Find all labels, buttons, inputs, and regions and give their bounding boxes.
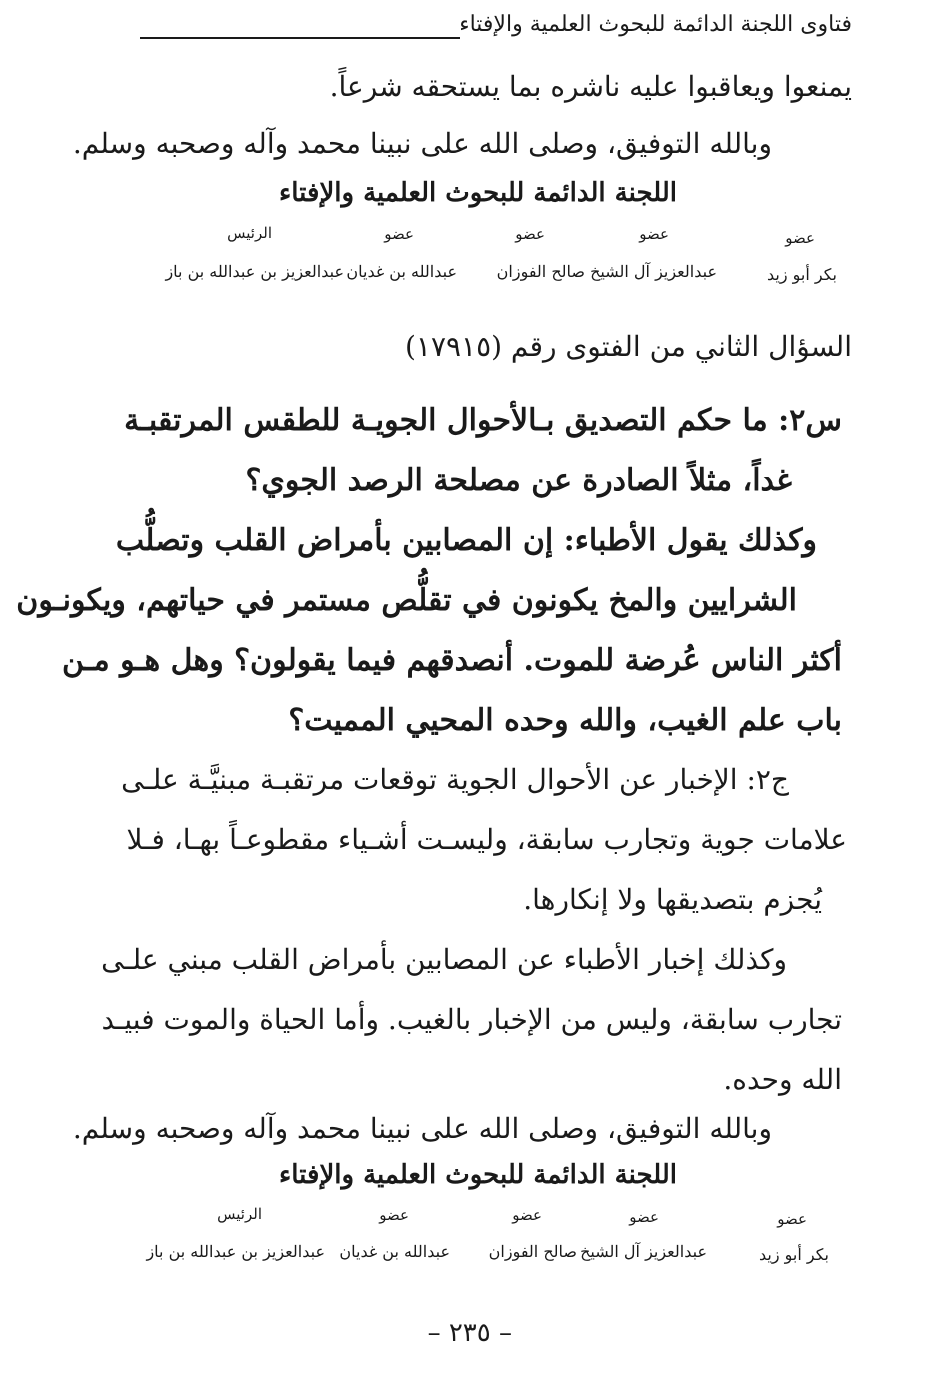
answer-line: الله وحده. [723,1063,842,1096]
signatory-title: عضو [629,1208,659,1226]
signatory-name: عبدالعزيز بن عبدالله بن باز [146,1242,325,1261]
signatory-title: عضو [512,1206,542,1224]
question-line: غداً، مثلاً الصادرة عن مصلحة الرصد الجوي؟ [245,463,792,498]
signatory-title: عضو [785,229,815,247]
answer-line: ج٢: الإخبار عن الأحوال الجوية توقعات مرتقبـة مبنيَّـة علـى [121,763,789,796]
signatory-name: عبدالعزيز بن عبدالله بن باز [165,262,344,281]
header-rule [140,37,460,39]
signatory-title: الرئيس [217,1205,262,1223]
committee-name: اللجنة الدائمة للبحوث العلمية والإفتاء [279,1160,677,1190]
signatory-name: عبدالله بن غديان [346,262,457,281]
signatory-title: الرئيس [227,224,272,242]
signatory-title: عضو [639,225,669,243]
answer-line: يُجزم بتصديقها ولا إنكارها. [523,883,822,916]
question-line: س٢: ما حكم التصديق بـالأحوال الجويـة للطقس المرتقبـة [124,403,842,438]
question-line: باب علم الغيب، والله وحده المحيي المميت؟ [288,703,842,738]
fatwa-heading: السؤال الثاني من الفتوى رقم (١٧٩١٥) [404,330,852,363]
question-line: الشرايين والمخ يكونون في تقلُّص مستمر في حياتهم، ويكونـون [16,583,797,618]
signatory-name: عبدالله بن غديان [339,1242,450,1261]
page-number: – ٢٣٥ – [427,1318,512,1348]
signatory-title: عضو [777,1210,807,1228]
signatory-name: بكر أبو زيد [766,265,837,284]
answer-line: وكذلك إخبار الأطباء عن المصابين بأمراض القلب مبني علـى [101,943,787,976]
answer-line: علامات جوية وتجارب سابقة، وليسـت أشـياء مقطوعـاً بهـا، فـلا [126,823,847,856]
signatory-title: عضو [379,1206,409,1224]
question-line: وكذلك يقول الأطباء: إن المصابين بأمراض القلب وتصلُّب [115,523,817,558]
body-line: يمنعوا ويعاقبوا عليه ناشره بما يستحقه شرعاً. [329,70,852,103]
running-header: فتاوى اللجنة الدائمة للبحوث العلمية والإفتاء [459,12,852,37]
signatory-name: صالح الفوزان [496,262,585,281]
question-line: أكثر الناس عُرضة للموت. أنصدقهم فيما يقولون؟ وهل هـو مـن [61,643,842,678]
signatory-name: صالح الفوزان [488,1242,577,1261]
signatory-title: عضو [384,225,414,243]
signatory-name: عبدالعزيز آل الشيخ [590,262,717,281]
signatory-name: بكر أبو زيد [758,1245,829,1264]
signatory-name: عبدالعزيز آل الشيخ [580,1242,707,1261]
closing-line: وبالله التوفيق، وصلى الله على نبينا محمد وآله وصحبه وسلم. [72,1112,772,1145]
signatory-title: عضو [515,225,545,243]
closing-line: وبالله التوفيق، وصلى الله على نبينا محمد وآله وصحبه وسلم. [72,127,772,160]
answer-line: تجارب سابقة، وليس من الإخبار بالغيب. وأما الحياة والموت فبيـد [101,1003,842,1036]
committee-name: اللجنة الدائمة للبحوث العلمية والإفتاء [279,178,677,208]
